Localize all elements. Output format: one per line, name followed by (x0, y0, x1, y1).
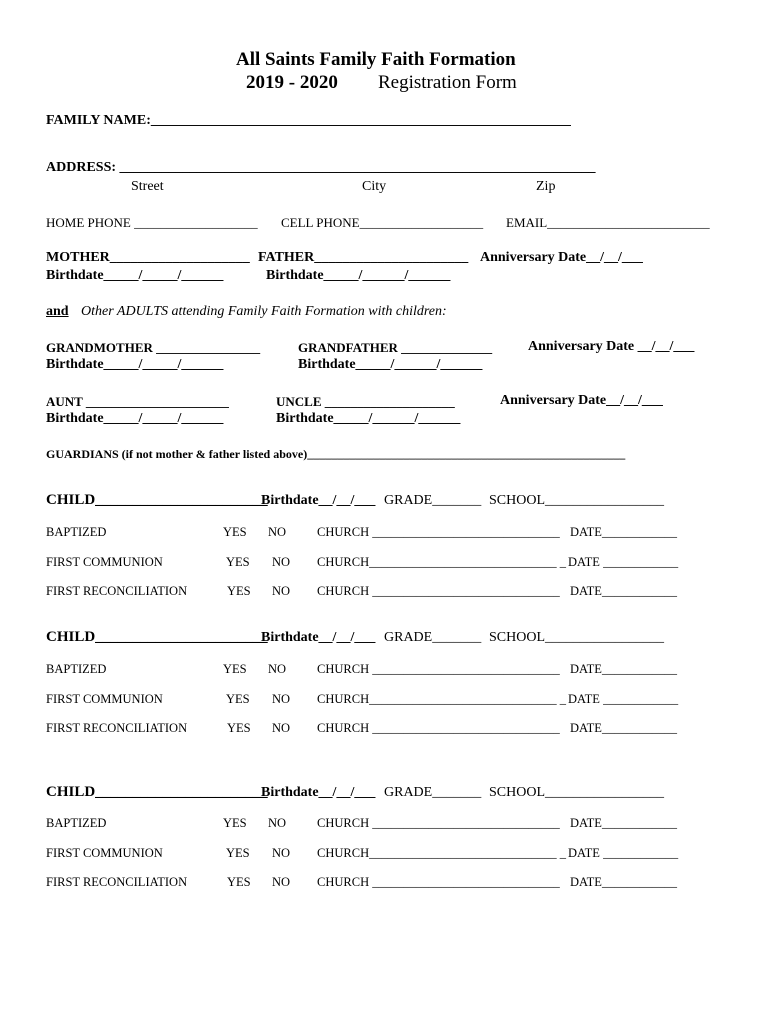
no-option[interactable]: NO (272, 555, 291, 569)
child-birthdate-field[interactable]: Birthdate__/__/___ (261, 493, 376, 508)
grandmother-field[interactable]: GRANDMOTHER ________________ (46, 340, 261, 355)
church-field[interactable]: CHURCH ______________________________ (317, 875, 560, 889)
yes-option[interactable]: YES (226, 555, 250, 569)
and-label: and (46, 304, 69, 319)
date-field[interactable]: DATE____________ (570, 721, 677, 735)
no-option[interactable]: NO (268, 525, 287, 539)
child-name-field[interactable]: CHILD_______________________ (46, 492, 268, 508)
guardians-field[interactable]: GUARDIANS (if not mother & father listed above)_____________________________________________________ (46, 447, 626, 461)
first-reconciliation-label: FIRST RECONCILIATION (46, 875, 188, 889)
church-field[interactable]: CHURCH______________________________ _ (317, 846, 566, 860)
no-option[interactable]: NO (272, 875, 291, 889)
yes-option[interactable]: YES (223, 525, 247, 539)
street-label: Street (131, 179, 164, 194)
uncle-birthdate-field[interactable]: Birthdate_____/______/______ (276, 411, 461, 426)
child-grade-field[interactable]: GRADE_______ (384, 785, 482, 800)
child-name-field[interactable]: CHILD_______________________ (46, 784, 268, 800)
no-option[interactable]: NO (268, 816, 287, 830)
child-grade-field[interactable]: GRADE_______ (384, 493, 482, 508)
mother-field[interactable]: MOTHER____________________ (46, 250, 250, 265)
uncle-field[interactable]: UNCLE ____________________ (276, 394, 455, 409)
no-option[interactable]: NO (272, 846, 291, 860)
baptized-label: BAPTIZED (46, 525, 107, 539)
child-school-field[interactable]: SCHOOL_________________ (489, 493, 665, 508)
yes-option[interactable]: YES (227, 584, 251, 598)
church-field[interactable]: CHURCH ______________________________ (317, 721, 560, 735)
address-field[interactable]: ADDRESS: ____________________________________________________________________ (46, 160, 596, 175)
church-field[interactable]: CHURCH______________________________ _ (317, 555, 566, 569)
church-field[interactable]: CHURCH ______________________________ (317, 525, 560, 539)
date-field[interactable]: DATE____________ (570, 816, 677, 830)
yes-option[interactable]: YES (226, 846, 250, 860)
church-field[interactable]: CHURCH ______________________________ (317, 816, 560, 830)
grandmother-birthdate-field[interactable]: Birthdate_____/_____/______ (46, 357, 224, 372)
aunt-birthdate-field[interactable]: Birthdate_____/_____/______ (46, 411, 224, 426)
aunt-field[interactable]: AUNT ______________________ (46, 394, 229, 409)
first-communion-label: FIRST COMMUNION (46, 692, 163, 706)
date-field[interactable]: DATE ____________ (568, 692, 679, 706)
mother-birthdate-field[interactable]: Birthdate_____/_____/______ (46, 268, 224, 283)
parents-anniversary-field[interactable]: Anniversary Date__/__/___ (480, 250, 643, 265)
yes-option[interactable]: YES (227, 721, 251, 735)
date-field[interactable]: DATE____________ (570, 525, 677, 539)
yes-option[interactable]: YES (227, 875, 251, 889)
grandfather-birthdate-field[interactable]: Birthdate_____/______/______ (298, 357, 483, 372)
date-field[interactable]: DATE ____________ (568, 846, 679, 860)
child-school-field[interactable]: SCHOOL_________________ (489, 785, 665, 800)
church-field[interactable]: CHURCH______________________________ _ (317, 692, 566, 706)
father-field[interactable]: FATHER______________________ (258, 250, 469, 265)
baptized-label: BAPTIZED (46, 816, 107, 830)
father-birthdate-field[interactable]: Birthdate_____/______/______ (266, 268, 451, 283)
date-field[interactable]: DATE____________ (570, 875, 677, 889)
email-field[interactable]: EMAIL_________________________ (506, 215, 710, 230)
school-year: 2019 - 2020 (246, 72, 338, 93)
zip-label: Zip (536, 179, 556, 194)
yes-option[interactable]: YES (223, 662, 247, 676)
cell-phone-field[interactable]: CELL PHONE___________________ (281, 215, 484, 230)
no-option[interactable]: NO (272, 692, 291, 706)
baptized-label: BAPTIZED (46, 662, 107, 676)
church-field[interactable]: CHURCH ______________________________ (317, 584, 560, 598)
grandparents-anniversary-field[interactable]: Anniversary Date __/__/___ (528, 339, 695, 354)
date-field[interactable]: DATE ____________ (568, 555, 679, 569)
form-subtitle: Registration Form (378, 72, 517, 93)
grandfather-field[interactable]: GRANDFATHER ______________ (298, 340, 493, 355)
child-school-field[interactable]: SCHOOL_________________ (489, 630, 665, 645)
first-reconciliation-label: FIRST RECONCILIATION (46, 721, 188, 735)
family-name-field[interactable]: FAMILY NAME:____________________________________________________________ (46, 113, 571, 128)
child-birthdate-field[interactable]: Birthdate__/__/___ (261, 785, 376, 800)
child-birthdate-field[interactable]: Birthdate__/__/___ (261, 630, 376, 645)
date-field[interactable]: DATE____________ (570, 662, 677, 676)
yes-option[interactable]: YES (226, 692, 250, 706)
child-grade-field[interactable]: GRADE_______ (384, 630, 482, 645)
city-label: City (362, 179, 387, 194)
no-option[interactable]: NO (272, 584, 291, 598)
no-option[interactable]: NO (272, 721, 291, 735)
first-communion-label: FIRST COMMUNION (46, 555, 163, 569)
aunt-uncle-anniversary-field[interactable]: Anniversary Date__/__/___ (500, 393, 663, 408)
no-option[interactable]: NO (268, 662, 287, 676)
first-communion-label: FIRST COMMUNION (46, 846, 163, 860)
home-phone-field[interactable]: HOME PHONE ___________________ (46, 215, 258, 230)
church-field[interactable]: CHURCH ______________________________ (317, 662, 560, 676)
yes-option[interactable]: YES (223, 816, 247, 830)
first-reconciliation-label: FIRST RECONCILIATION (46, 584, 188, 598)
date-field[interactable]: DATE____________ (570, 584, 677, 598)
child-name-field[interactable]: CHILD_______________________ (46, 629, 268, 645)
form-title: All Saints Family Faith Formation (236, 49, 516, 70)
other-adults-intro: Other ADULTS attending Family Faith Formation with children: (81, 304, 447, 319)
